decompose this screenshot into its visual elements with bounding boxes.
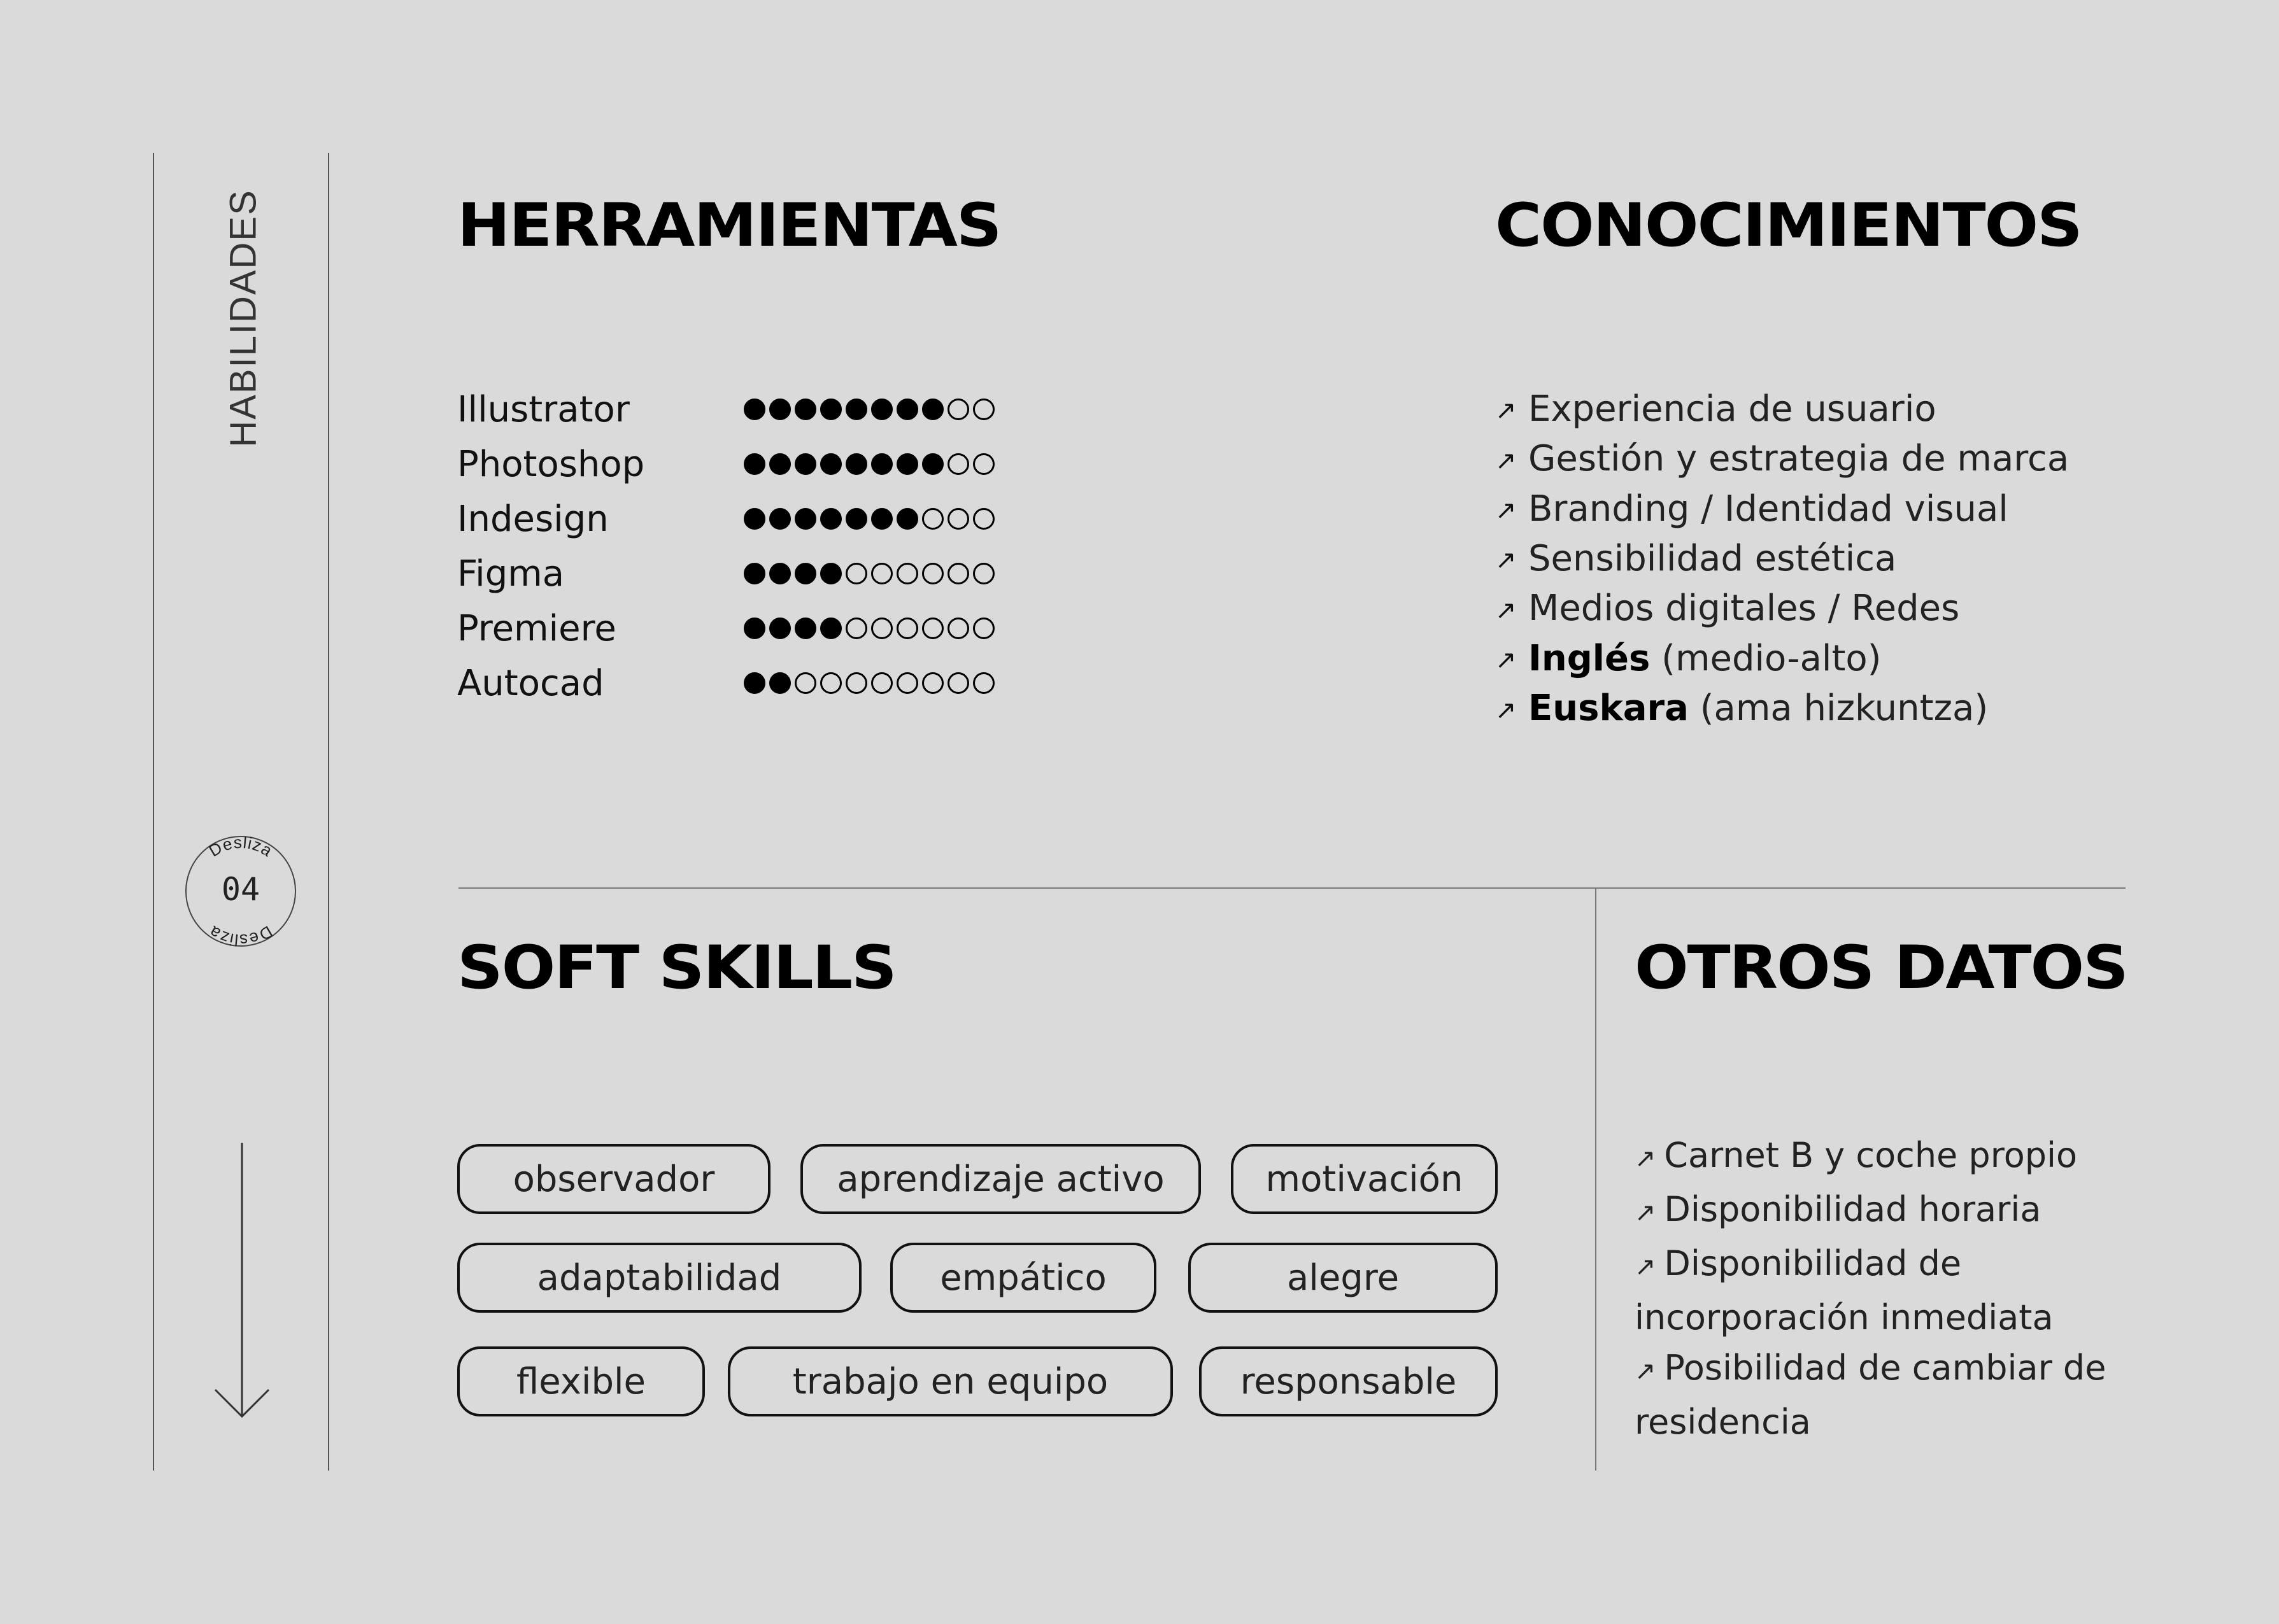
badge-number: 04 [221,871,260,908]
svg-text:Desliza [206,834,276,861]
empty-dot-icon [973,672,995,694]
badge-text-bottom: Desliza [205,922,276,949]
filled-dot-icon [897,508,918,530]
tool-row [457,601,995,656]
empty-dot-icon [846,563,867,584]
filled-dot-icon [744,672,765,694]
knowledge-item [1495,684,2069,734]
filled-dot-icon [922,399,944,420]
filled-dot-icon [769,618,791,639]
soft-skill-pill: empático [890,1243,1156,1313]
filled-dot-icon [820,618,842,639]
empty-dot-icon [973,399,995,420]
skill-rating [744,453,995,475]
tool-row [457,491,995,546]
other-data-text: Disponibilidad horaria [1664,1189,2041,1229]
tool-name: Illustrator [457,388,630,430]
empty-dot-icon [897,618,918,639]
filled-dot-icon [769,672,791,694]
otros-datos-title: OTROS DATOS [1635,933,2127,1003]
badge-text-top: Desliza [205,834,276,861]
arrow-up-right-icon: ↗ [1635,1357,1665,1386]
knowledge-item-text: (ama hizkuntza) [1688,688,1989,730]
other-data-item [1635,1184,2157,1238]
filled-dot-icon [744,563,765,584]
section-label: HABILIDADES [222,189,264,448]
empty-dot-icon [948,563,969,584]
empty-dot-icon [948,399,969,420]
other-data-list [1635,1130,2157,1447]
knowledge-item-bold: Euskara [1528,688,1689,730]
filled-dot-icon [846,508,867,530]
filled-dot-icon [744,399,765,420]
tools-list [457,382,995,710]
knowledge-item [1495,485,2069,535]
empty-dot-icon [948,508,969,530]
empty-dot-icon [871,672,893,694]
arrow-up-right-icon: ↗ [1495,595,1517,625]
skill-rating [744,618,995,639]
svg-text:Desliza [205,922,276,949]
conocimientos-title: CONOCIMIENTOS [1495,191,2082,260]
other-data-text: Posibilidad de cambiar de residencia [1635,1348,2106,1442]
empty-dot-icon [871,618,893,639]
empty-dot-icon [846,672,867,694]
filled-dot-icon [820,508,842,530]
knowledge-item-text: Branding / Identidad visual [1528,488,2008,530]
filled-dot-icon [769,399,791,420]
knowledge-item-text: Medios digitales / Redes [1528,588,1960,630]
tool-row [457,382,995,437]
knowledge-item-text: (medio-alto) [1650,637,1882,679]
scroll-down-arrow-icon [210,1143,274,1423]
skill-rating [744,399,995,420]
skill-rating [744,563,995,584]
left-border-line [153,153,154,1471]
knowledge-item [1495,584,2069,634]
knowledge-item [1495,385,2069,435]
filled-dot-icon [744,618,765,639]
empty-dot-icon [948,672,969,694]
tool-name: Premiere [457,607,616,649]
empty-dot-icon [973,508,995,530]
other-data-text: Disponibilidad de incorporación inmediata [1635,1243,2054,1338]
knowledge-list [1495,385,2069,735]
empty-dot-icon [973,618,995,639]
herramientas-title: HERRAMIENTAS [457,191,1001,260]
filled-dot-icon [820,399,842,420]
arrow-up-right-icon: ↗ [1495,546,1517,575]
knowledge-item-text: Experiencia de usuario [1528,388,1936,430]
soft-skill-pill: observador [457,1144,770,1214]
empty-dot-icon [897,563,918,584]
empty-dot-icon [922,672,944,694]
arrow-up-right-icon: ↗ [1495,396,1517,426]
soft-skill-pill: responsable [1199,1346,1498,1416]
other-data-item [1635,1130,2157,1184]
filled-dot-icon [922,453,944,475]
filled-dot-icon [897,453,918,475]
soft-skill-pill: motivación [1231,1144,1498,1214]
empty-dot-icon [795,672,816,694]
arrow-up-right-icon: ↗ [1495,446,1517,476]
filled-dot-icon [871,508,893,530]
empty-dot-icon [820,672,842,694]
arrow-up-right-icon: ↗ [1495,646,1517,675]
filled-dot-icon [871,399,893,420]
skill-rating [744,508,995,530]
filled-dot-icon [795,399,816,420]
filled-dot-icon [846,453,867,475]
filled-dot-icon [769,563,791,584]
knowledge-item [1495,635,2069,684]
filled-dot-icon [769,508,791,530]
knowledge-item-text: Sensibilidad estética [1528,538,1897,580]
arrow-up-right-icon: ↗ [1635,1252,1665,1282]
filled-dot-icon [795,453,816,475]
arrow-up-right-icon: ↗ [1495,695,1517,725]
filled-dot-icon [897,399,918,420]
section-divider-line [458,887,2126,889]
empty-dot-icon [846,618,867,639]
tool-name: Indesign [457,498,609,540]
soft-skill-pill: adaptabilidad [457,1243,862,1313]
knowledge-item-text: Gestión y estrategia de marca [1528,438,2070,480]
skill-rating [744,672,995,694]
other-data-text: Carnet B y coche propio [1664,1135,2078,1175]
sidebar-divider-line [328,153,329,1471]
filled-dot-icon [846,399,867,420]
filled-dot-icon [795,563,816,584]
arrow-up-right-icon: ↗ [1635,1198,1665,1227]
soft-skill-pill: alegre [1188,1243,1498,1313]
tool-row [457,546,995,601]
soft-skill-pill: aprendizaje activo [800,1144,1201,1214]
filled-dot-icon [820,453,842,475]
bottom-column-divider [1595,889,1596,1471]
knowledge-item [1495,535,2069,584]
empty-dot-icon [922,618,944,639]
empty-dot-icon [922,508,944,530]
filled-dot-icon [769,453,791,475]
tool-row [457,656,995,710]
filled-dot-icon [820,563,842,584]
empty-dot-icon [897,672,918,694]
empty-dot-icon [922,563,944,584]
filled-dot-icon [795,508,816,530]
empty-dot-icon [948,618,969,639]
tool-row [457,437,995,491]
arrow-up-right-icon: ↗ [1635,1144,1665,1173]
tool-name: Autocad [457,662,604,704]
filled-dot-icon [744,453,765,475]
soft-skill-pill: flexible [457,1346,705,1416]
empty-dot-icon [948,453,969,475]
knowledge-item-bold: Inglés [1528,637,1651,679]
soft-skills-title: SOFT SKILLS [457,933,896,1003]
filled-dot-icon [744,508,765,530]
tool-name: Photoshop [457,443,645,485]
arrow-up-right-icon: ↗ [1495,496,1517,526]
empty-dot-icon [973,563,995,584]
filled-dot-icon [871,453,893,475]
filled-dot-icon [795,618,816,639]
tool-name: Figma [457,553,565,595]
soft-skill-pill: trabajo en equipo [728,1346,1173,1416]
other-data-item [1635,1238,2157,1343]
empty-dot-icon [871,563,893,584]
desliza-badge [183,834,298,949]
other-data-item [1635,1343,2157,1447]
empty-dot-icon [973,453,995,475]
knowledge-item [1495,435,2069,484]
